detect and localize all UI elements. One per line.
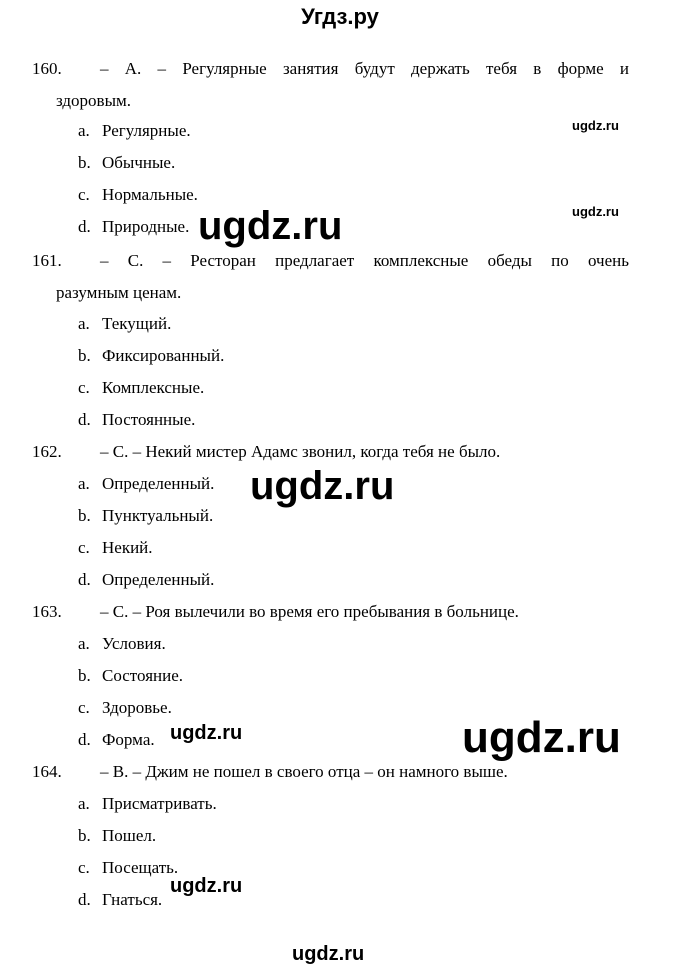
option-item xyxy=(0,345,680,367)
question-161-line2: разумным ценам. xyxy=(56,283,182,302)
option-letter: a. xyxy=(78,634,90,653)
option-item xyxy=(0,377,680,399)
option-item xyxy=(0,569,680,591)
option-item xyxy=(0,665,680,687)
option-text: Обычные. xyxy=(102,153,176,172)
option-item xyxy=(0,152,680,174)
question-text: – С. – Роя вылечили во время его пребывания в больнице. xyxy=(100,602,519,621)
option-text: Природные. xyxy=(102,217,190,236)
question-162-line1 xyxy=(0,441,680,463)
question-number: 162. xyxy=(32,442,62,461)
option-text: Текущий. xyxy=(102,314,172,333)
question-160-line2: здоровым. xyxy=(56,91,132,110)
question-number: 163. xyxy=(32,602,62,621)
option-text: Пошел. xyxy=(102,826,157,845)
option-text: Определенный. xyxy=(102,474,215,493)
option-item xyxy=(0,313,680,335)
question-text: – А. – Регулярные занятия будут держать тебя в форме и xyxy=(100,59,629,78)
question-163-line1 xyxy=(0,601,680,623)
question-number: 161. xyxy=(32,251,62,270)
option-letter: a. xyxy=(78,474,90,493)
question-text: – С. – Ресторан предлагает комплексные обеды по очень xyxy=(100,251,629,270)
question-161-line1 xyxy=(0,250,680,272)
option-text: Постоянные. xyxy=(102,410,196,429)
option-text: Фиксированный. xyxy=(102,346,225,365)
option-text: Условия. xyxy=(102,634,166,653)
option-letter: d. xyxy=(78,730,91,749)
watermark: ugdz.ru xyxy=(250,464,395,508)
option-letter: b. xyxy=(78,153,91,172)
watermark: ugdz.ru xyxy=(572,118,619,133)
watermark: ugdz.ru xyxy=(292,943,365,965)
option-item xyxy=(0,537,680,559)
watermark: ugdz.ru xyxy=(170,722,243,744)
site-title: Угдз.ру xyxy=(301,4,379,29)
question-number: 160. xyxy=(32,59,62,78)
option-letter: c. xyxy=(78,378,90,397)
option-text: Пунктуальный. xyxy=(102,506,214,525)
option-text: Нормальные. xyxy=(102,185,198,204)
option-item xyxy=(0,889,680,911)
option-text: Определенный. xyxy=(102,570,215,589)
option-item xyxy=(0,793,680,815)
option-letter: b. xyxy=(78,826,91,845)
option-item xyxy=(0,825,680,847)
option-text: Посещать. xyxy=(102,858,179,877)
option-letter: a. xyxy=(78,314,90,333)
question-164-line1 xyxy=(0,761,680,783)
option-text: Присматривать. xyxy=(102,794,217,813)
question-text: – В. – Джим не пошел в своего отца – он намного выше. xyxy=(100,762,508,781)
option-text: Регулярные. xyxy=(102,121,191,140)
option-item xyxy=(0,633,680,655)
watermark: ugdz.ru xyxy=(572,204,619,219)
option-letter: c. xyxy=(78,698,90,717)
option-item xyxy=(0,505,680,527)
option-letter: b. xyxy=(78,666,91,685)
option-letter: b. xyxy=(78,346,91,365)
question-text: – С. – Некий мистер Адамс звонил, когда тебя не было. xyxy=(100,442,501,461)
option-letter: d. xyxy=(78,890,91,909)
option-text: Здоровье. xyxy=(102,698,172,717)
option-letter: a. xyxy=(78,794,90,813)
option-letter: d. xyxy=(78,410,91,429)
question-number: 164. xyxy=(32,762,62,781)
option-letter: c. xyxy=(78,185,90,204)
option-text: Некий. xyxy=(102,538,153,557)
option-letter: b. xyxy=(78,506,91,525)
option-text: Форма. xyxy=(102,730,155,749)
option-letter: d. xyxy=(78,570,91,589)
option-text: Гнаться. xyxy=(102,890,163,909)
option-item xyxy=(0,184,680,206)
option-letter: a. xyxy=(78,121,90,140)
watermark: ugdz.ru xyxy=(462,713,621,762)
option-letter: c. xyxy=(78,858,90,877)
watermark: ugdz.ru xyxy=(198,204,343,248)
option-letter: d. xyxy=(78,217,91,236)
question-160-line1 xyxy=(0,58,680,80)
option-text: Состояние. xyxy=(102,666,183,685)
option-item xyxy=(0,409,680,431)
option-letter: c. xyxy=(78,538,90,557)
option-text: Комплексные. xyxy=(102,378,205,397)
watermark: ugdz.ru xyxy=(170,875,243,897)
option-item xyxy=(0,857,680,879)
